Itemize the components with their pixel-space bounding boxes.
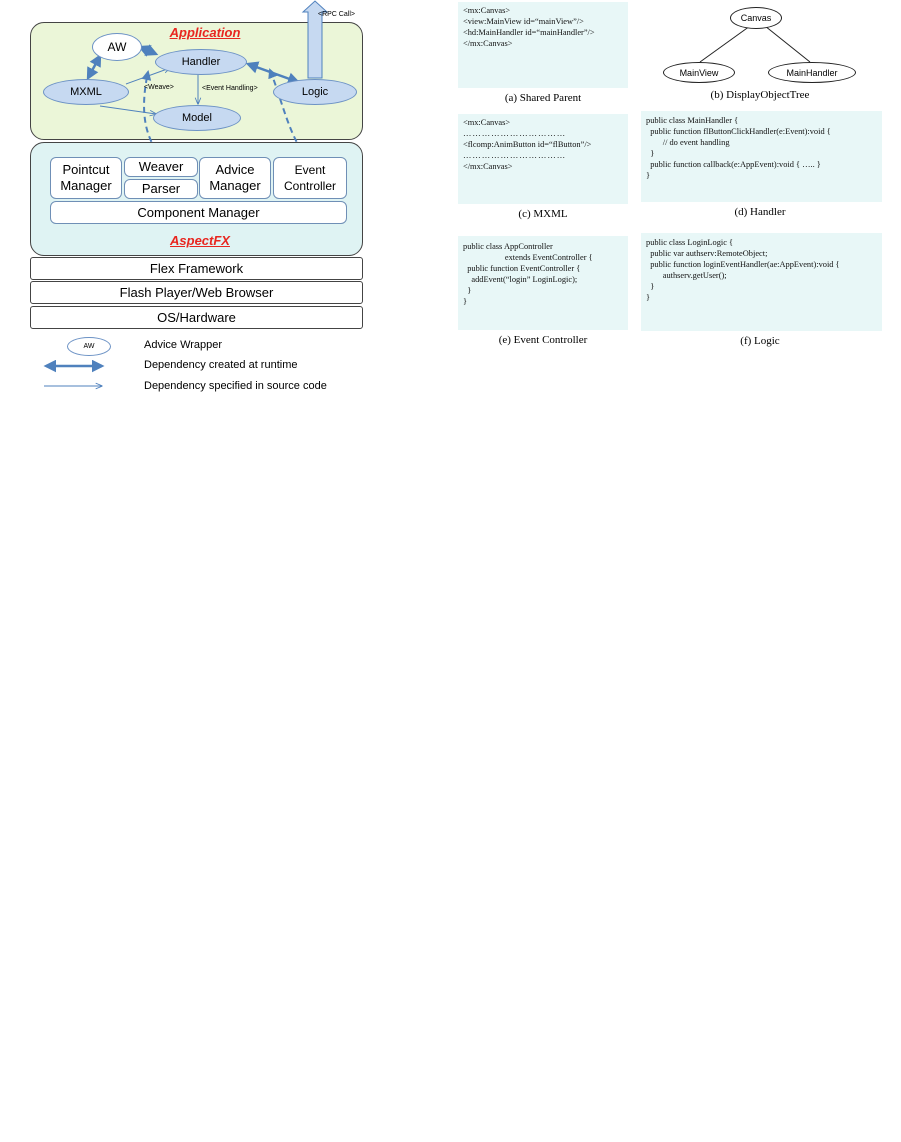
- caption-f: (f) Logic: [740, 335, 780, 347]
- code-line: }: [463, 297, 468, 306]
- code-line: public class LoginLogic {: [646, 238, 734, 247]
- code-line: }: [646, 171, 651, 180]
- advice-manager-line1: Advice: [215, 162, 255, 177]
- pointcut-manager-line1: Pointcut: [62, 162, 110, 177]
- code-line: ……………………………: [463, 151, 567, 160]
- code-line: <view:MainView id=“mainView”/>: [463, 17, 584, 26]
- weave-label: <Weave>: [144, 84, 174, 91]
- caption-d: (d) Handler: [734, 206, 786, 218]
- caption-b: (b) DisplayObjectTree: [710, 89, 810, 101]
- panel-d-handler: [641, 111, 882, 202]
- event-controller-line1: Event: [294, 163, 326, 177]
- code-line: extends EventController {: [463, 253, 593, 262]
- code-line: }: [646, 293, 651, 302]
- logic-node: Logic: [273, 79, 357, 105]
- legend-aw-text: Advice Wrapper: [144, 339, 223, 351]
- aw-mxml-edge: [88, 56, 100, 78]
- flash-player-layer: Flash Player/Web Browser: [30, 281, 363, 304]
- legend-runtime-text: Dependency created at runtime: [144, 359, 298, 371]
- code-line: public var authserv:RemoteObject;: [646, 249, 768, 258]
- code-line: authserv.getUser();: [646, 271, 727, 280]
- panel-e-event-controller: [458, 236, 628, 330]
- event-controller-line2: Controller: [283, 179, 337, 193]
- pointcut-manager-line2: Manager: [60, 178, 112, 193]
- code-line: }: [646, 149, 655, 158]
- code-line: ……………………………: [463, 129, 567, 138]
- code-line: </mx:Canvas>: [463, 39, 513, 48]
- os-hardware-layer: OS/Hardware: [30, 306, 363, 329]
- tree-node-canvas: Canvas: [730, 7, 782, 29]
- advice-manager: [199, 157, 271, 199]
- code-line: <mx:Canvas>: [463, 118, 511, 127]
- tree-node-mainhandler: MainHandler: [768, 62, 856, 83]
- mxml-node: MXML: [43, 79, 129, 105]
- code-line: <hd:MainHandler id=“mainHandler”/>: [463, 28, 595, 37]
- mxml-model-edge: [100, 106, 156, 114]
- handler-logic-edge: [248, 64, 298, 82]
- mxml-handler-edge: [126, 68, 170, 84]
- code-line: public function flButtonClickHandler(e:Event):void {: [646, 127, 831, 136]
- code-line: }: [463, 286, 472, 295]
- aw-handler-edge: [140, 47, 156, 54]
- legend-aw-symbol: AW: [67, 337, 111, 356]
- aw-node: AW: [92, 33, 142, 61]
- weaver-box: Weaver: [124, 157, 198, 177]
- advice-manager-line2: Manager: [209, 178, 261, 193]
- parser-box: Parser: [124, 179, 198, 199]
- code-line: }: [646, 282, 655, 291]
- code-line: public function callback(e:AppEvent):void { ….. }: [646, 160, 821, 169]
- code-line: <mx:Canvas>: [463, 6, 511, 15]
- legend-arrows: [40, 358, 110, 398]
- code-line: public class MainHandler {: [646, 116, 739, 125]
- panel-c-mxml: [458, 114, 628, 204]
- component-manager: Component Manager: [50, 201, 347, 224]
- caption-c: (c) MXML: [518, 208, 568, 220]
- pointcut-manager: [50, 157, 122, 199]
- application-title: Application: [169, 25, 241, 40]
- event-handling-label: <Event Handling>: [202, 85, 258, 92]
- code-line: public function EventController {: [463, 264, 581, 273]
- code-line: // do event handling: [646, 138, 730, 147]
- tree-node-mainview: MainView: [663, 62, 735, 83]
- aspectfx-title: AspectFX: [170, 233, 230, 248]
- rpc-call-label: <RPC Call>: [318, 11, 355, 18]
- code-line: </mx:Canvas>: [463, 162, 513, 171]
- code-line: <flcomp:AnimButton id=“flButton”/>: [463, 140, 592, 149]
- model-node: Model: [153, 105, 241, 131]
- code-line: public function loginEventHandler(ae:AppEvent):void {: [646, 260, 840, 269]
- panel-a-shared-parent: [458, 2, 628, 88]
- event-controller: [273, 157, 347, 199]
- legend-source-text: Dependency specified in source code: [144, 380, 327, 392]
- caption-a: (a) Shared Parent: [504, 92, 582, 104]
- handler-node: Handler: [155, 49, 247, 75]
- flex-framework-layer: Flex Framework: [30, 257, 363, 280]
- panel-f-logic: [641, 233, 882, 331]
- caption-e: (e) Event Controller: [498, 334, 588, 346]
- code-line: addEvent(“login” LoginLogic);: [463, 275, 578, 284]
- code-line: public class AppController: [463, 242, 553, 251]
